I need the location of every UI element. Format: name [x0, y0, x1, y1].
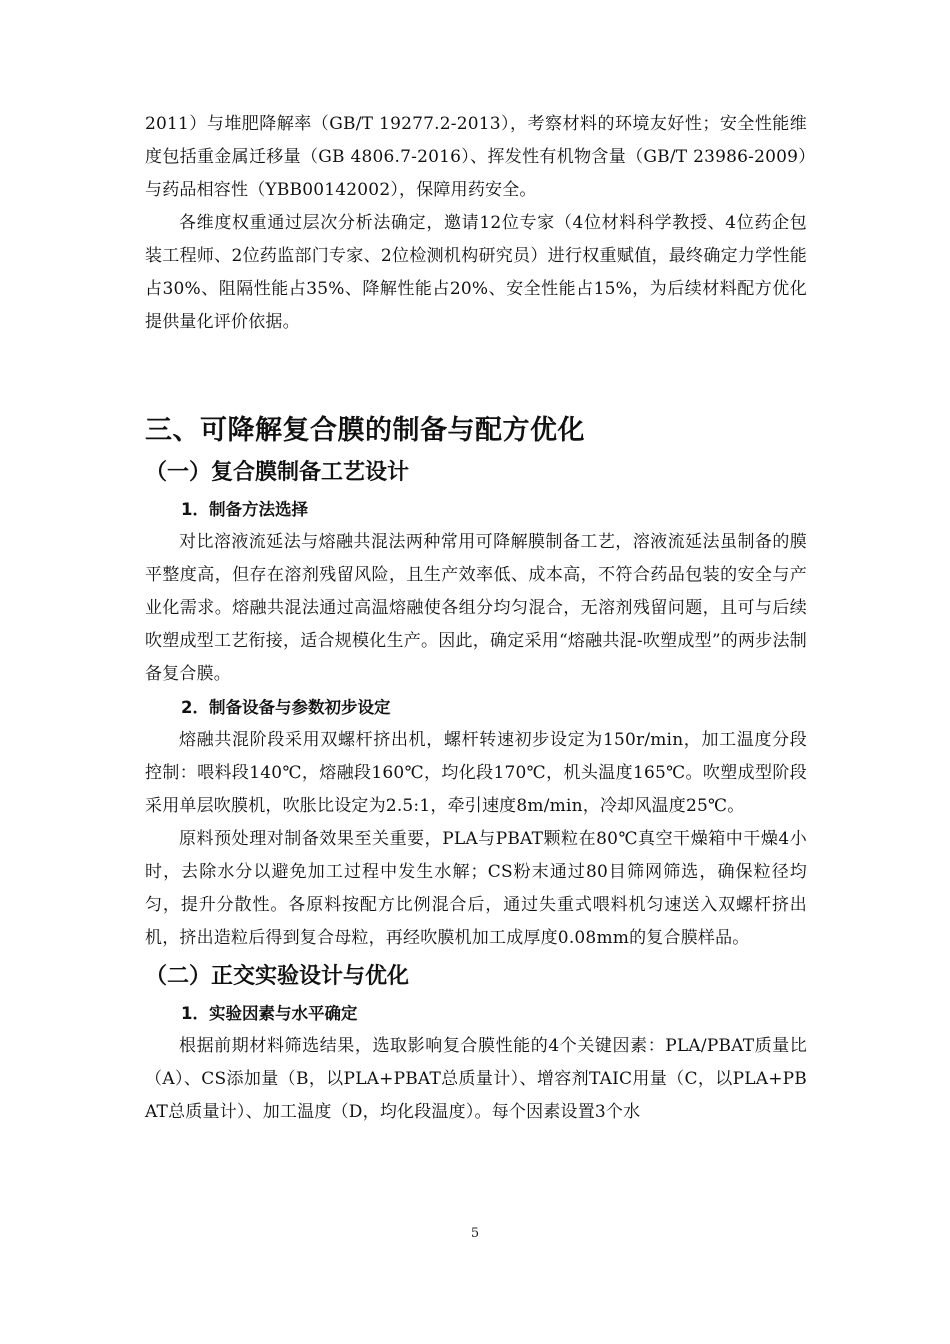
subsection-heading: （二）正交实验设计与优化 [145, 964, 410, 989]
paragraph-continued: 2011）与堆肥降解率（GB/T 19277.2-2013），考察材料的环境友好性；安全性能维度包括重金属迁移量（GB 4806.7-2016）、挥发性有机物含量（GB/T 23986-2009）与药品相容性（YBB00142002），保障用药安全。 [145, 114, 807, 200]
item-heading: 1．实验因素与水平确定 [181, 1004, 358, 1023]
subsection-heading: （一）复合膜制备工艺设计 [145, 460, 410, 485]
paragraph-pretreatment: 原料预处理对制备效果至关重要，PLA与PBAT颗粒在80℃真空干燥箱中干燥4小时，去除水分以避免加工过程中发生水解；CS粉末通过80目筛网筛选，确保粒径均匀，提升分散性。各原料按配方比例混合后，通过失重式喂料机匀速送入双螺杆挤出机，挤出造粒后得到复合母粒，再经吹膜机加工成厚度0.08mm的复合膜样品。 [145, 829, 807, 948]
paragraph-equipment: 熔融共混阶段采用双螺杆挤出机，螺杆转速初步设定为150r/min，加工温度分段控制：喂料段140℃，熔融段160℃，均化段170℃，机头温度165℃。吹塑成型阶段采用单层吹膜机，吹胀比设定为2.5:1，牵引速度8m/min，冷却风温度25℃。 [145, 730, 807, 816]
section-heading: 三、可降解复合膜的制备与配方优化 [145, 415, 585, 446]
page-content [145, 108, 807, 1129]
item-heading: 1．制备方法选择 [181, 500, 308, 519]
paragraph-method: 对比溶液流延法与熔融共混法两种常用可降解膜制备工艺，溶液流延法虽制备的膜平整度高，但存在溶剂残留风险，且生产效率低、成本高，不符合药品包装的安全与产业化需求。熔融共混法通过高温熔融使各组分均匀混合，无溶剂残留问题，且可与后续吹塑成型工艺衔接，适合规模化生产。因此，确定采用“熔融共混-吹塑成型”的两步法制备复合膜。 [145, 532, 807, 684]
paragraph-factors: 根据前期材料筛选结果，选取影响复合膜性能的4个关键因素：PLA/PBAT质量比（A）、CS添加量（B，以PLA+PBAT总质量计）、增容剂TAIC用量（C，以PLA+PBAT总质量计）、加工温度（D，均化段温度）。每个因素设置3个水 [145, 1036, 807, 1122]
paragraph-weights: 各维度权重通过层次分析法确定，邀请12位专家（4位材料科学教授、4位药企包装工程师、2位药监部门专家、2位检测机构研究员）进行权重赋值，最终确定力学性能占30%、阻隔性能占35%、降解性能占20%、安全性能占15%，为后续材料配方优化提供量化评价依据。 [145, 213, 807, 332]
page-number: 5 [470, 1226, 480, 1241]
item-heading: 2．制备设备与参数初步设定 [181, 698, 391, 717]
